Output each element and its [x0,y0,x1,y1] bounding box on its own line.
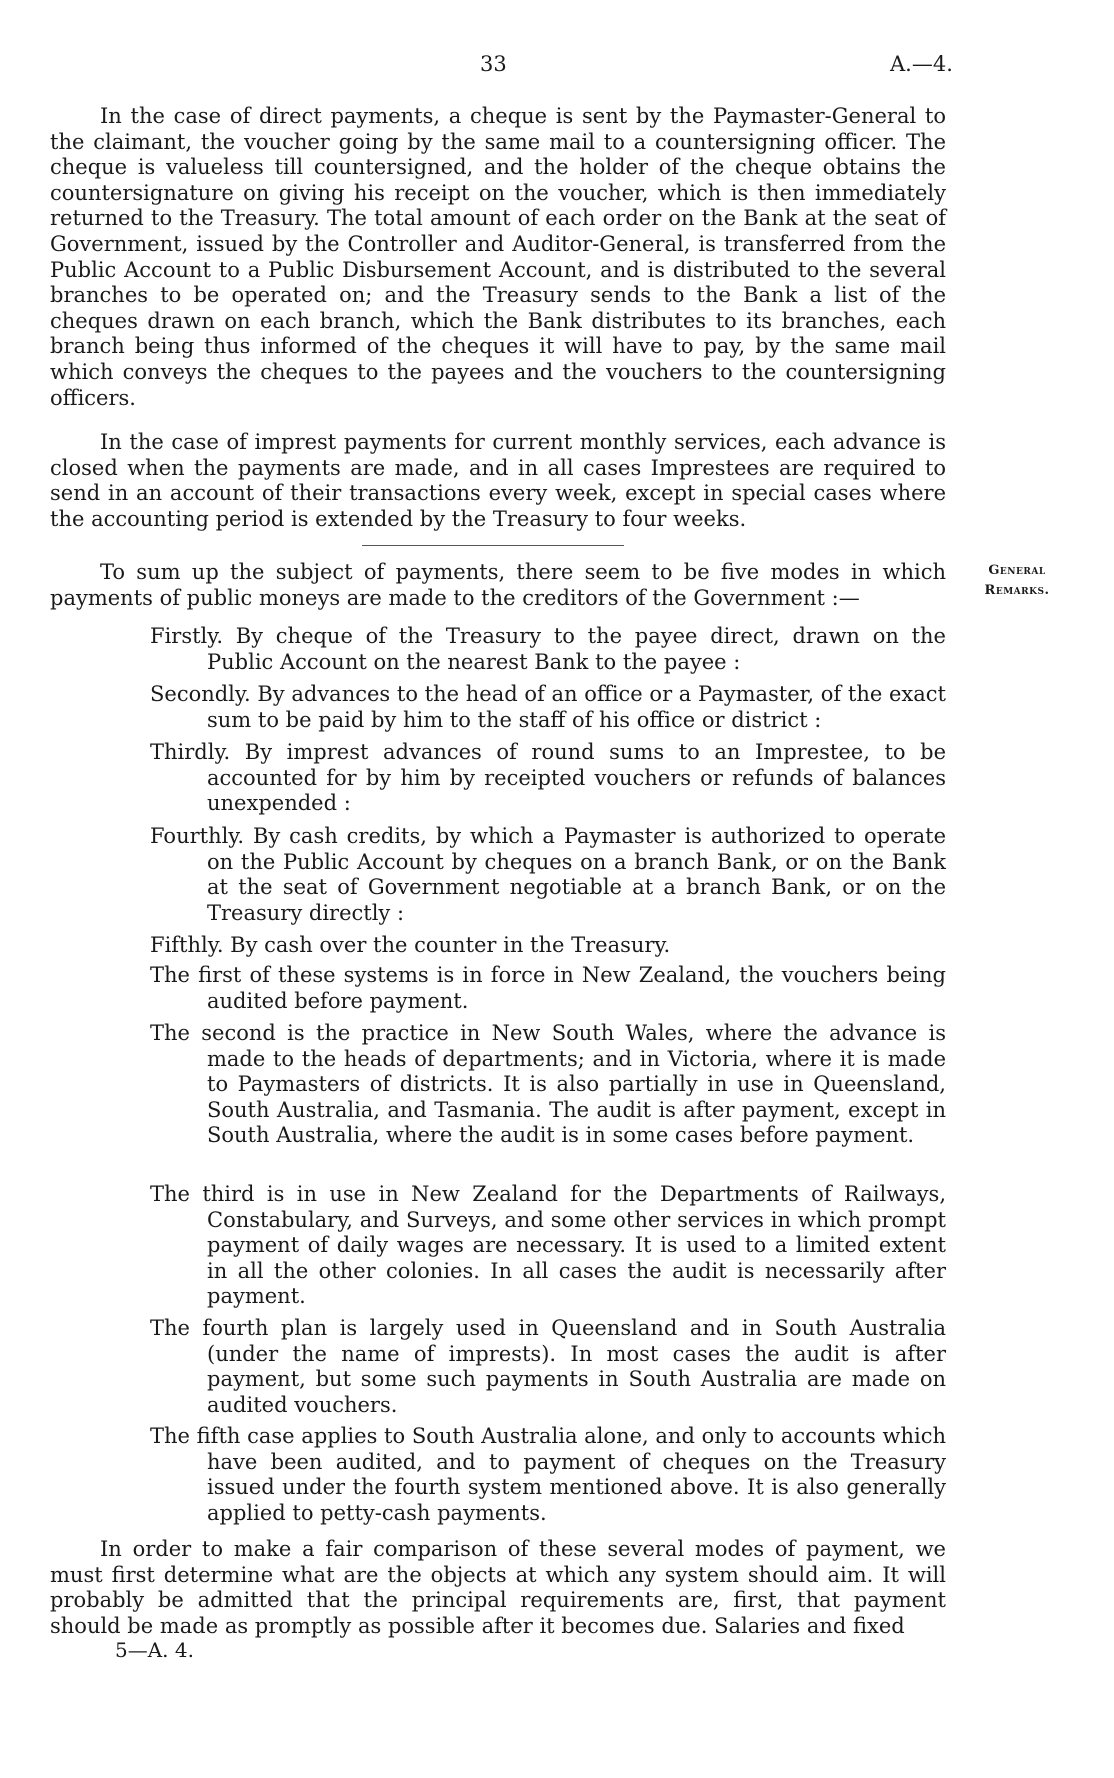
usage-text: The first of these systems is in force in New Zealand, the vouchers being audited before payment. [150,963,946,1013]
mode-item [150,824,946,926]
margin-note-line: Remarks. [984,583,1050,598]
paragraph-text: In the case of direct payments, a cheque is sent by the Paymaster-General to the claimant, the voucher going by the same mail to a countersigning officer. The cheque is valueless till countersigned, and the holder of the cheque obtains the countersignature on giving his receipt on the voucher, which is then immediately returned to the Treasury. The total amount of each order on the Bank at the seat of Government, issued by the Controller and Auditor-General, is transferred from the Public Account to a Public Disbursement Account, and is distributed to the several branches to be operated on; and the Treasury sends to the Bank a list of the cheques drawn on each branch, which the Bank distributes to its branches, each branch being thus informed of the cheques it will have to pay, by the same mail which conveys the cheques to the payees and the vouchers to the countersigning officers. [50,104,946,410]
document-reference: A.—4. [890,52,953,76]
paragraph-summary-intro [50,560,946,611]
mode-item [150,682,946,733]
usage-item [150,1021,946,1149]
section-divider [362,545,624,546]
mode-item [150,740,946,817]
signature-mark: 5—A. 4. [115,1638,194,1662]
usage-text: The fifth case applies to South Australia alone, and only to accounts which have been audited, and to payment of cheques on the Treasury issued under the fourth system mentioned above. It is also generally applied to petty-cash payments. [150,1424,946,1525]
mode-text: Fourthly. By cash credits, by which a Paymaster is authorized to operate on the Public Account by cheques on a branch Bank, or on the Bank at the seat of Government negotiable at a branch Bank, or on the Treasury directly : [150,824,946,925]
usage-text: The fourth plan is largely used in Queensland and in South Australia (under the name of imprests). In most cases the audit is after payment, but some such payments in South Australia are made on audited vouchers. [150,1316,946,1417]
paragraph-text: In the case of imprest payments for current monthly services, each advance is closed when the payments are made, and in all cases Imprestees are required to send in an account of their transactions every week, except in special cases where the accounting period is extended by the Treasury to four weeks. [50,430,946,531]
mode-item [150,933,946,959]
margin-note-line: General [988,563,1046,578]
mode-text: Secondly. By advances to the head of an office or a Paymaster, of the exact sum to be paid by him to the staff of his office or district : [150,682,946,732]
margin-note [966,561,1068,601]
paragraph-imprest-payments [50,430,946,532]
usage-text: The third is in use in New Zealand for the Departments of Railways, Constabulary, and Surveys, and some other services in which prompt payment of daily wages are necessary. It is used to a limited extent in all the other colonies. In all cases the audit is necessarily after payment. [150,1182,946,1309]
paragraph-text: In order to make a fair comparison of these several modes of payment, we must first determine what are the objects at which any system should aim. It will probably be admitted that the principal requirements are, first, that payment should be made as promptly as possible after it becomes due. Salaries and fixed [50,1537,946,1638]
mode-item [150,624,946,675]
usage-item [150,1316,946,1418]
usage-item [150,1182,946,1310]
mode-text: Firstly. By cheque of the Treasury to the payee direct, drawn on the Public Account on the nearest Bank to the payee : [150,624,946,674]
mode-text: Thirdly. By imprest advances of round sums to an Imprestee, to be accounted for by him by receipted vouchers or refunds of balances unexpended : [150,740,946,816]
usage-text: The second is the practice in New South Wales, where the advance is made to the heads of departments; and in Victoria, where it is made to Paymasters of districts. It is also partially in use in Queensland, South Australia, and Tasmania. The audit is after payment, except in South Australia, where the audit is in some cases before payment. [150,1021,946,1148]
page-number: 33 [480,52,507,76]
mode-text: Fifthly. By cash over the counter in the Treasury. [150,933,671,957]
paragraph-text: To sum up the subject of payments, there seem to be five modes in which payments of public moneys are made to the creditors of the Government :— [50,560,946,610]
paragraph-direct-payments [50,104,946,411]
usage-item [150,1424,946,1526]
paragraph-comparison [50,1537,946,1639]
usage-item [150,963,946,1014]
